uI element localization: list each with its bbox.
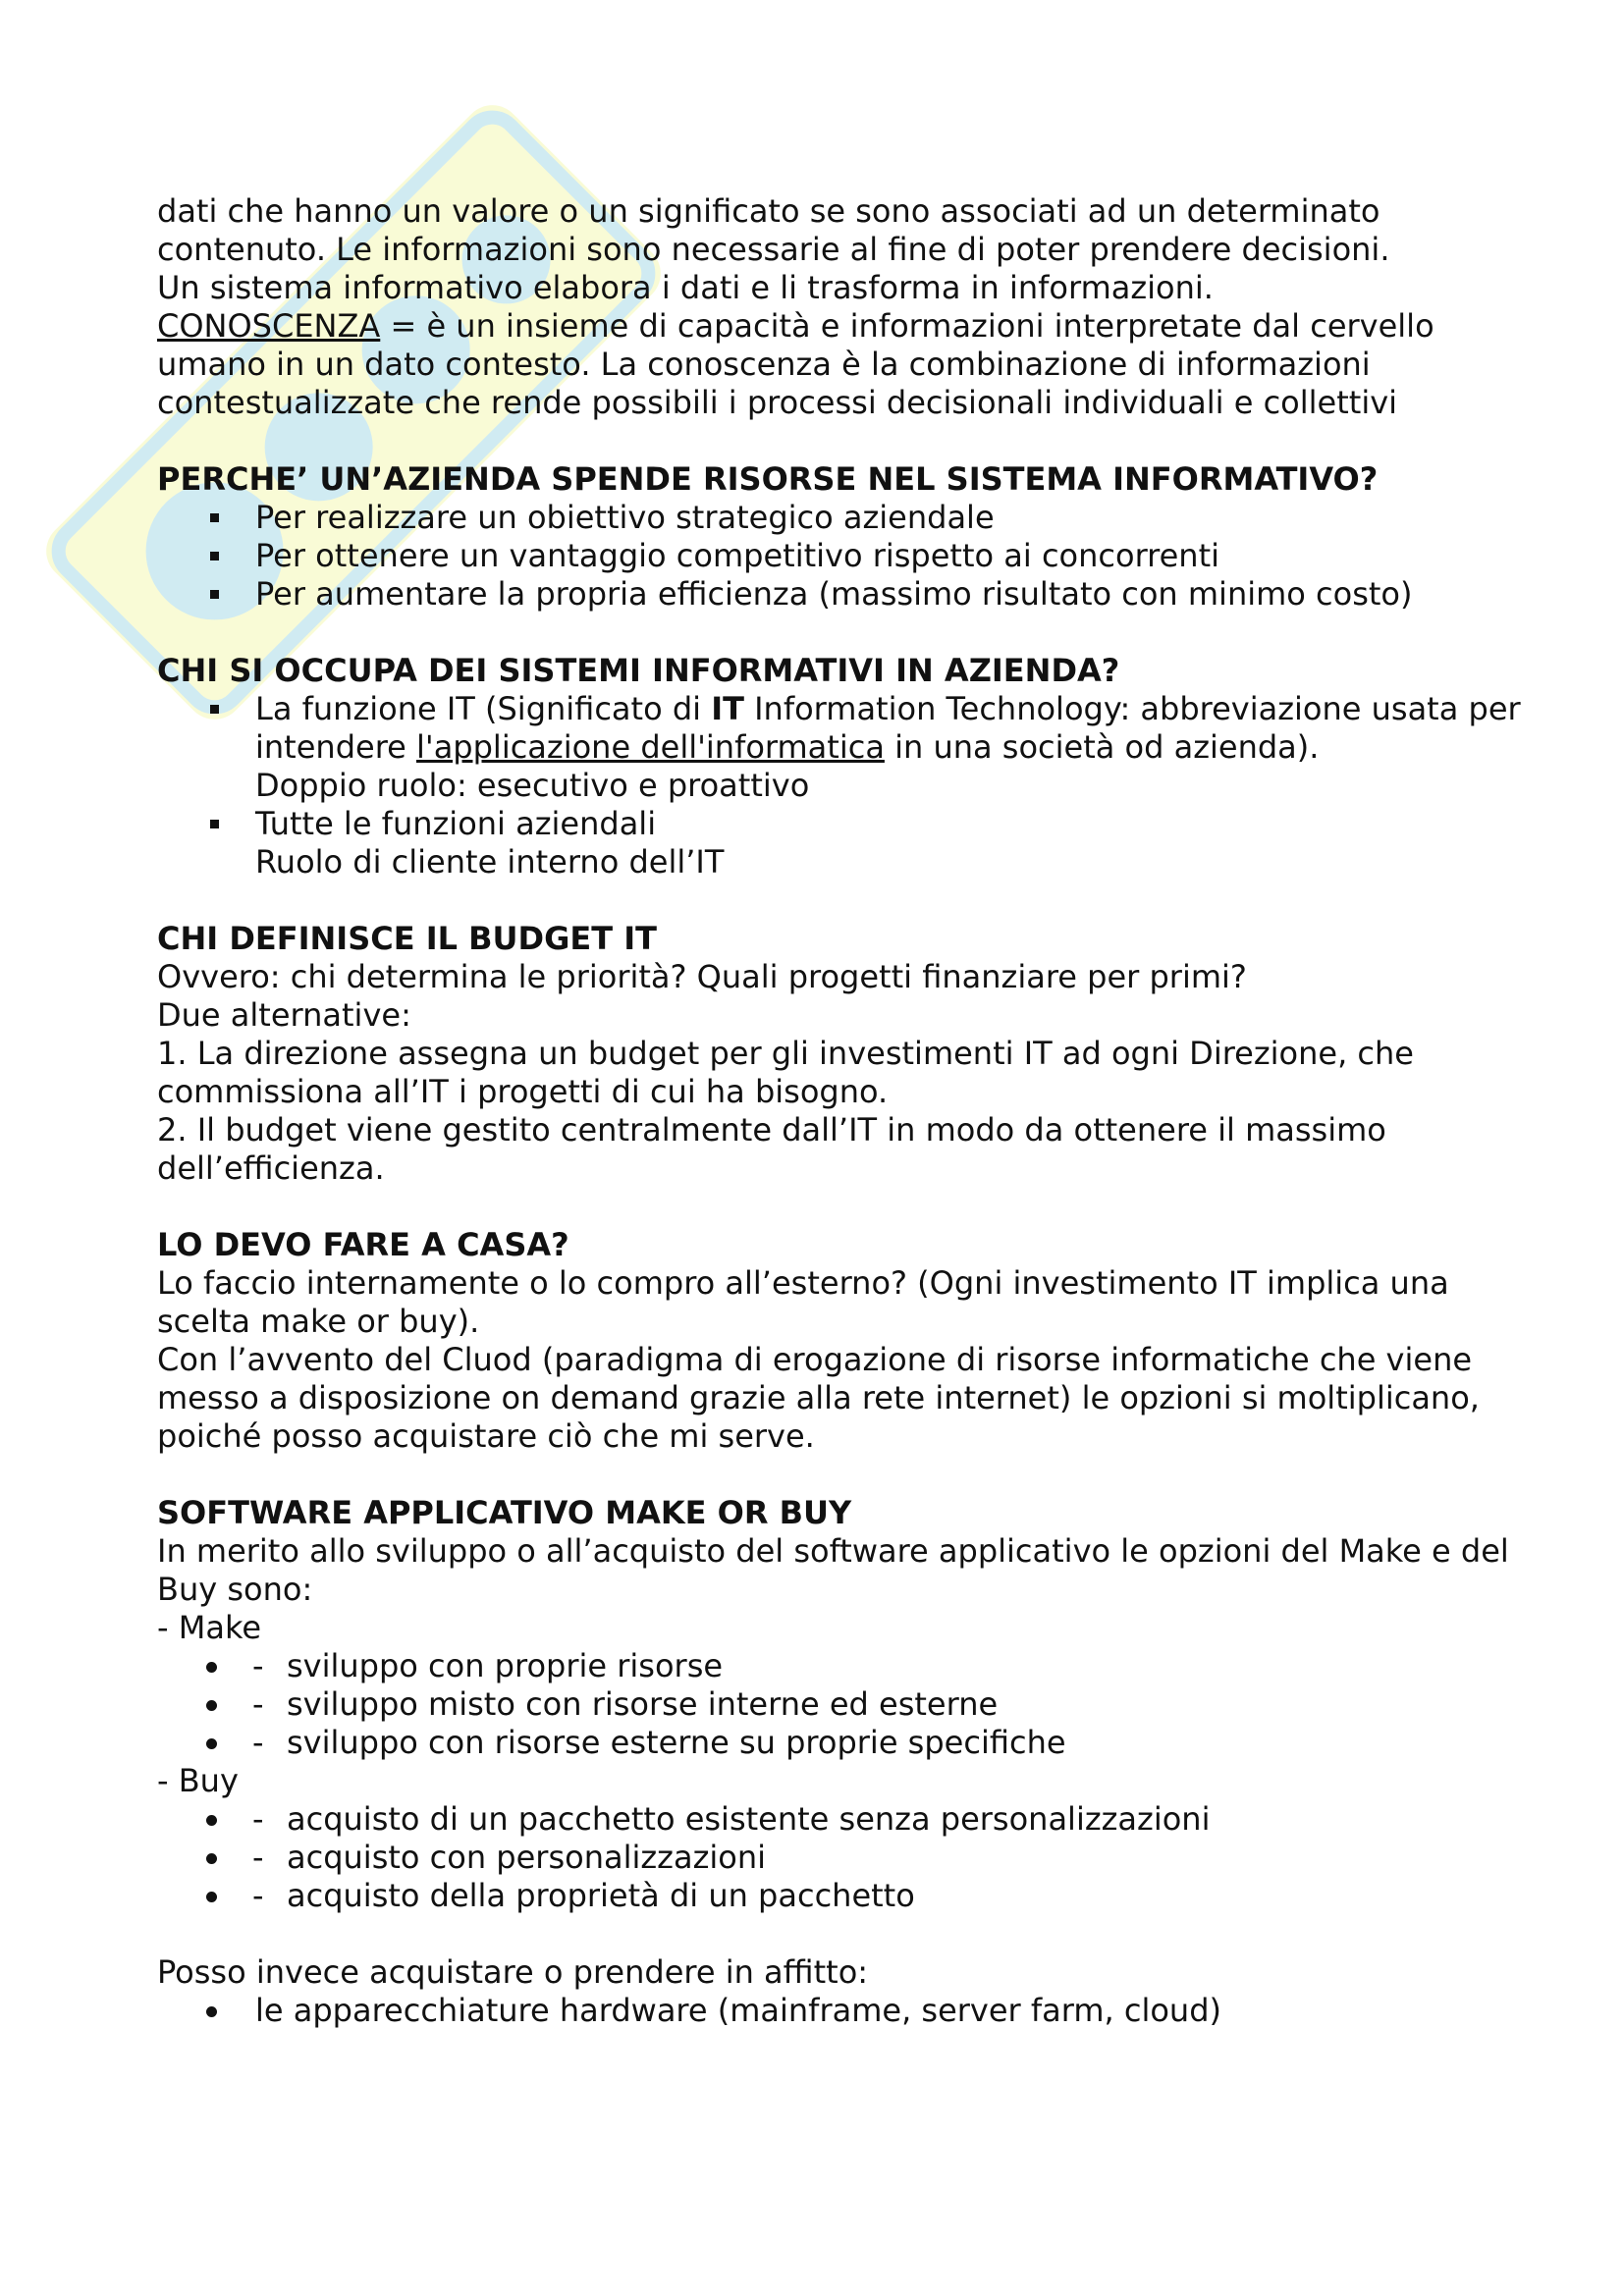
item-text: sviluppo con risorse esterne su proprie specifiche <box>287 1724 1066 1761</box>
intro-paragraph: dati che hanno un valore o un significato se sono associati ad un determinato contenuto. Le informazioni sono necessarie al fine di poter prendere decisioni. <box>157 192 1390 268</box>
dash-mark: - <box>252 1839 264 1876</box>
heading-make-or-buy: SOFTWARE APPLICATIVO MAKE OR BUY <box>157 1494 852 1531</box>
list-item: le apparecchiature hardware (mainframe, server farm, cloud) <box>157 1992 1532 2030</box>
list-item: Per aumentare la propria efficienza (massimo risultato con minimo costo) <box>157 575 1532 614</box>
make-list <box>157 1647 1532 1762</box>
dash-mark: - <box>252 1685 264 1723</box>
list-item <box>157 805 1532 881</box>
item-text: in una società od azienda). <box>884 728 1320 766</box>
list-item: Per ottenere un vantaggio competitivo rispetto ai concorrenti <box>157 537 1532 575</box>
document-page <box>157 192 1532 2030</box>
make-at-home-line: Con l’avvento del Cluod (paradigma di erogazione di risorse informatiche che viene messo a disposizione on demand grazie alla rete internet) le opzioni si moltiplicano, poiché posso acquistare ciò che mi serve. <box>157 1341 1480 1455</box>
list-item: Per realizzare un obiettivo strategico aziendale <box>157 499 1532 537</box>
item-text: sviluppo misto con risorse interne ed esterne <box>287 1685 999 1723</box>
item-text: acquisto della proprietà di un pacchetto <box>287 1877 915 1914</box>
list-item <box>157 690 1532 805</box>
budget-line: 1. La direzione assegna un budget per gli investimenti IT ad ogni Direzione, che commissiona all’IT i progetti di cui ha bisogno. <box>157 1035 1414 1110</box>
list-item <box>157 1647 1532 1685</box>
knowledge-term: CONOSCENZA <box>157 307 381 345</box>
heading-budget: CHI DEFINISCE IL BUDGET IT <box>157 920 657 957</box>
hardware-list <box>157 1992 1532 2030</box>
make-at-home-line: Lo faccio internamente o lo compro all’esterno? (Ogni investimento IT implica una scelta make or buy). <box>157 1264 1449 1340</box>
dash-mark: - <box>252 1647 264 1684</box>
buy-list <box>157 1800 1532 1915</box>
dash-mark: - <box>252 1800 264 1838</box>
item-text: La funzione IT (Significato di <box>255 690 712 727</box>
budget-line: 2. Il budget viene gestito centralmente dall’IT in modo da ottenere il massimo dell’efficienza. <box>157 1111 1386 1187</box>
role-text: Doppio ruolo: esecutivo e proattivo <box>255 767 810 804</box>
dash-mark: - <box>252 1724 264 1761</box>
item-text: acquisto con personalizzazioni <box>287 1839 766 1876</box>
list-item <box>157 1724 1532 1762</box>
intro-sentence: Un sistema informativo elabora i dati e li trasforma in informazioni. <box>157 269 1214 306</box>
rent-or-buy-line: Posso invece acquistare o prendere in affitto: <box>157 1953 869 1991</box>
heading-make-at-home: LO DEVO FARE A CASA? <box>157 1226 569 1263</box>
it-acronym: IT <box>711 690 744 727</box>
heading-who-manages: CHI SI OCCUPA DEI SISTEMI INFORMATIVI IN AZIENDA? <box>157 652 1120 689</box>
budget-line: Due alternative: <box>157 996 411 1034</box>
item-text: sviluppo con proprie risorse <box>287 1647 724 1684</box>
list-item <box>157 1877 1532 1915</box>
make-label: - Make <box>157 1609 262 1646</box>
heading-why-invest: PERCHE’ UN’AZIENDA SPENDE RISORSE NEL SISTEMA INFORMATIVO? <box>157 460 1379 498</box>
knowledge-text: = è un insieme di capacità e informazioni interpretate dal cervello umano in un dato contesto. La conoscenza è la combinazione di informazioni contestualizzate che rende possibili i processi decisionali individuali e collettivi <box>157 307 1434 421</box>
item-text: Tutte le funzioni aziendali <box>255 805 657 842</box>
informatics-link[interactable]: l'applicazione dell'informatica <box>416 728 885 766</box>
list-item <box>157 1685 1532 1724</box>
who-manages-list <box>157 690 1532 881</box>
knowledge-definition <box>157 307 1532 422</box>
role-text: Ruolo di cliente interno dell’IT <box>255 843 725 881</box>
item-text: Information Technology: abbreviazione usata per intendere <box>255 690 1521 766</box>
list-item <box>157 1800 1532 1839</box>
why-invest-list <box>157 499 1532 614</box>
spacer <box>157 1915 1532 1953</box>
dash-mark: - <box>252 1877 264 1914</box>
budget-line: Ovvero: chi determina le priorità? Quali progetti finanziare per primi? <box>157 958 1247 995</box>
make-or-buy-intro: In merito allo sviluppo o all’acquisto del software applicativo le opzioni del Make e del Buy sono: <box>157 1532 1509 1608</box>
buy-label: - Buy <box>157 1762 239 1799</box>
item-text: acquisto di un pacchetto esistente senza personalizzazioni <box>287 1800 1211 1838</box>
list-item <box>157 1839 1532 1877</box>
